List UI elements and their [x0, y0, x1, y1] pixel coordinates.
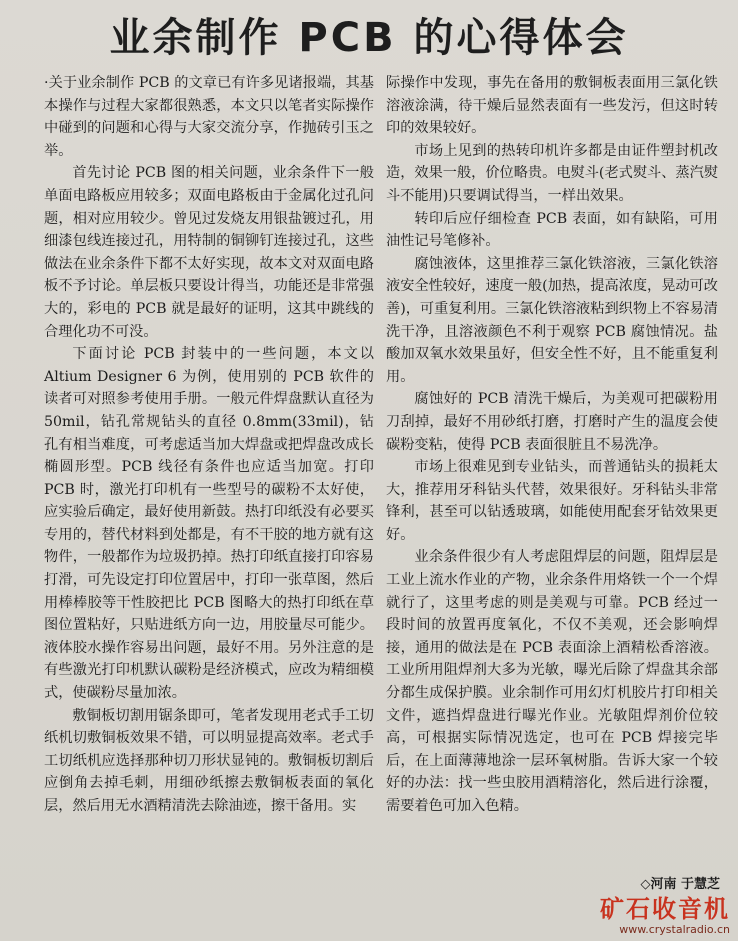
paragraph: 际操作中发现，事先在备用的敷铜板表面用三氯化铁溶液涂满，待干燥后显然表面有一些发污，但这时转印的效果较好。: [386, 75, 718, 137]
paragraph: 首先讨论 PCB 图的相关问题，业余条件下一般单面电路板应用较多；双面电路板由于金属化过孔问题，相对应用较少。曾见过发烧友用银盐镀过孔，用细漆包线连接过孔，用特制的铜铆钉连接过孔，这些做法在业余条件下都不太好实现，故本文对双面电路板不予讨论。单层板只要设计得当，功能还是非常强大的，彩电的 PCB 就是最好的证明，这其中跳线的合理化功不可没。: [44, 165, 374, 340]
right-column: [386, 72, 718, 818]
paragraph: 腐蚀液体，这里推荐三氯化铁溶液，三氯化铁溶液安全性较好，速度一般(加热，提高浓度，晃动可改善)，可重复利用。三氯化铁溶液粘到织物上不容易清洗干净，且溶液颜色不利于观察 PCB 腐蚀情况。盐酸加双氧水效果虽好，但安全性不好，且不能重复利用。: [386, 255, 718, 385]
paragraph: 业余条件很少有人考虑阻焊层的问题，阻焊层是工业上流水作业的产物，业余条件用烙铁一个一个焊就行了，这里考虑的则是美观与可靠。PCB 经过一段时间的放置再度氧化，不仅不美观，还会影响焊接，通用的做法是在 PCB 表面涂上酒精松香溶液。工业所用阻焊剂大多为光敏，曝光后除了焊盘其余部分都生成保护膜。业余制作可用幻灯机胶片打印相关文件，遮挡焊盘进行曝光作业。光敏阻焊剂价位较高，可根据实际情况选定，也可在 PCB 焊接完毕后，在上面薄薄地涂一层环氧树脂。告诉大家一个较好的办法：找一些虫胶用酒精溶化，然后进行涂覆，需要着色可加入色精。: [386, 549, 718, 814]
left-column: [44, 72, 374, 818]
article-title: 业余制作 PCB 的心得体会: [109, 15, 629, 61]
paragraph: ·关于业余制作 PCB 的文章已有许多见诸报端，其基本操作与过程大家都很熟悉，本文只以笔者实际操作中碰到的问题和心得与大家交流分享，作抛砖引玉之举。: [44, 75, 374, 159]
paragraph: 转印后应仔细检查 PCB 表面，如有缺陷，可用油性记号笔修补。: [386, 210, 718, 250]
author-byline: ◇河南 于慧芝: [640, 877, 720, 892]
paragraph: 敷铜板切割用锯条即可，笔者发现用老式手工切纸机切敷铜板效果不错，可以明显提高效率。老式手工切纸机应选择那种切刀形状显钝的。敷铜板切割后应倒角去掉毛刺，用细砂纸擦去敷铜板表面的氧化层，然后用无水酒精清洗去除油迹，擦干备用。实: [44, 707, 374, 814]
paragraph: 下面讨论 PCB 封装中的一些问题，本文以 Altium Designer 6 为例，使用别的 PCB 软件的读者可对照参考使用手册。一般元件焊盘默认直径为 50mil，钻孔常规钻头的直径 0.8mm(33mil)，钻孔有相当难度，可考虑适当加大焊盘或把焊盘改成长椭圆形型。PCB 线径有条件也应适当加宽。打印 PCB 时，激光打印机有一些型号的碳粉不太好使，应实验后确定，最好使用新鼓。热打印纸没有必要买专用的，替代材料到处都是，有不干胶的地方就有这物件，一般都作为垃圾扔掉。热打印纸直接打印容易打滑，可先设定打印位置居中，打印一张草图，然后用棒棒胶等干性胶把比 PCB 图略大的热打印纸在草图位置粘好，只贴进纸方向一边，用胶量尽可能少。液体胶水操作容易出问题，最好不用。另外注意的是有些激光打印机默认碳粉是经济模式，应改为精细模式，使碳粉尽量加浓。: [44, 346, 374, 702]
logo-title: 矿石收音机: [600, 895, 730, 923]
logo-url: www.crystalradio.cn: [619, 923, 730, 936]
paragraph: 腐蚀好的 PCB 清洗干燥后，为美观可把碳粉用刀刮掉，最好不用砂纸打磨，打磨时产生的温度会使碳粉变粘，使得 PCB 表面很脏且不易洗净。: [386, 391, 718, 453]
watermark-logo: [580, 895, 730, 937]
paragraph: 市场上很难见到专业钻头，而普通钻头的损耗太大，推荐用牙科钻头代替，效果很好。牙科钻头非常锋利，甚至可以钻透玻璃，如能使用配套牙钻效果更好。: [386, 459, 718, 543]
paragraph: 市场上见到的热转印机许多都是由证件塑封机改造，效果一般，价位略贵。电熨斗(老式熨斗、蒸汽熨斗不能用)只要调试得当，一样出效果。: [386, 142, 718, 204]
